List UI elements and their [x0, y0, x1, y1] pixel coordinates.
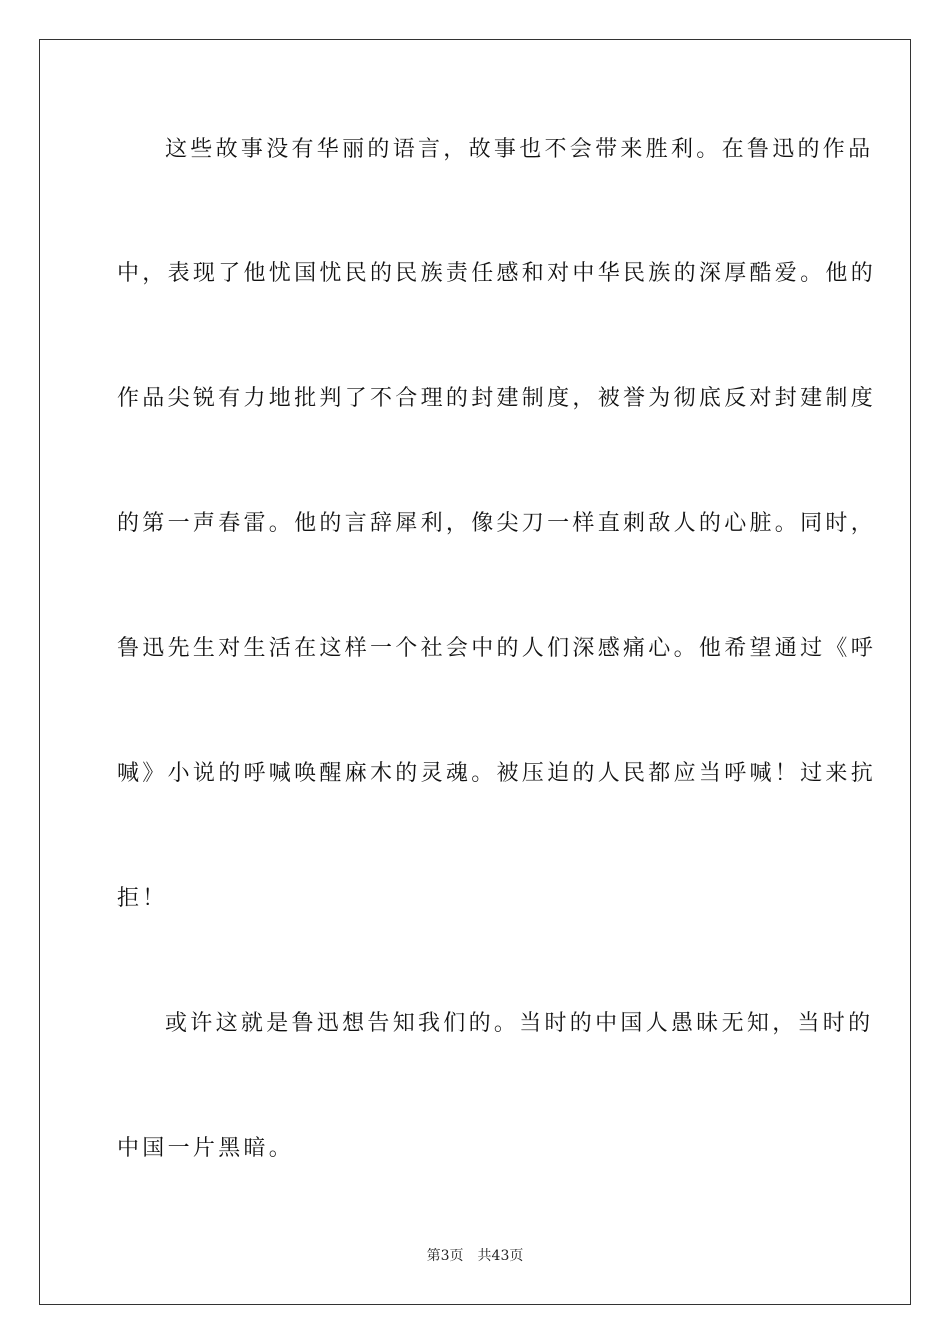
paragraph-2-line-2: 中国一片黑暗。: [117, 1136, 295, 1161]
paragraph-1-line-4: 的第一声春雷。他的言辞犀利，像尖刀一样直刺敌人的心脏。同时，: [117, 511, 877, 536]
paragraph-1-line-7: 拒！: [117, 886, 168, 911]
paragraph-1-line-5: 鲁迅先生对生活在这样一个社会中的人们深感痛心。他希望通过《呼: [117, 636, 877, 661]
page-border: [39, 39, 911, 1305]
paragraph-1-line-2: 中，表现了他忧国忧民的民族责任感和对中华民族的深厚酷爱。他的: [117, 261, 877, 286]
page-total: 共43页: [477, 1248, 524, 1264]
paragraph-1-line-6: 喊》小说的呼喊唤醒麻木的灵魂。被压迫的人民都应当呼喊！过来抗: [117, 761, 877, 786]
page-footer: [0, 1246, 950, 1266]
paragraph-1-line-1: 这些故事没有华丽的语言，故事也不会带来胜利。在鲁迅的作品: [165, 137, 874, 162]
paragraph-1-line-3: 作品尖锐有力地批判了不合理的封建制度，被誉为彻底反对封建制度: [117, 386, 877, 411]
paragraph-2-line-1: 或许这就是鲁迅想告知我们的。当时的中国人愚昧无知，当时的: [165, 1011, 874, 1036]
page-number: 第3页: [426, 1248, 464, 1264]
